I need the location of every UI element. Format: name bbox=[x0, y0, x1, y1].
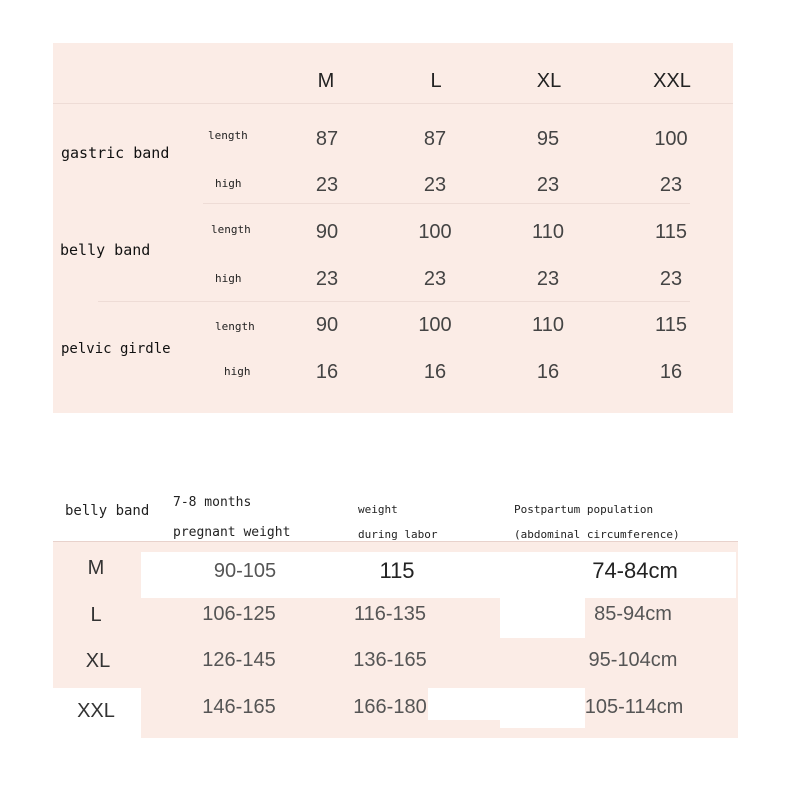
table-cell: 23 bbox=[315, 268, 339, 290]
table-cell: 115 bbox=[655, 314, 687, 336]
table-cell: 136-165 bbox=[353, 649, 427, 671]
row-label-length: length bbox=[211, 223, 251, 236]
row-label-high: high bbox=[215, 272, 242, 285]
size-label-m: M bbox=[87, 557, 105, 579]
table-cell: 16 bbox=[315, 361, 339, 383]
table-cell: 90 bbox=[315, 314, 339, 336]
table-cell: 23 bbox=[423, 268, 447, 290]
header-size-l: L bbox=[430, 70, 442, 92]
row-label-high: high bbox=[215, 177, 242, 190]
cell-background bbox=[428, 688, 503, 720]
table-cell: 166-180 bbox=[353, 696, 427, 718]
table-cell: 95 bbox=[536, 128, 560, 150]
header-divider bbox=[53, 541, 738, 542]
row-label-length: length bbox=[208, 129, 248, 142]
col-header-postpartum-line1: Postpartum population bbox=[514, 503, 654, 516]
table-cell: 85-94cm bbox=[594, 603, 672, 625]
table-cell: 146-165 bbox=[202, 696, 276, 718]
table-cell: 106-125 bbox=[202, 603, 276, 625]
col-header-postpartum-line2: (abdominal circumference) bbox=[514, 528, 680, 541]
table-cell: 110 bbox=[532, 314, 564, 336]
header-divider bbox=[53, 103, 733, 104]
col-header-pregnant-line1: 7-8 months bbox=[173, 495, 252, 510]
row-label-length: length bbox=[215, 320, 255, 333]
group-divider bbox=[203, 203, 690, 204]
table-cell: 87 bbox=[423, 128, 447, 150]
table-cell: 23 bbox=[315, 174, 339, 196]
table-cell: 74-84cm bbox=[592, 558, 678, 583]
table-cell: 115 bbox=[655, 221, 687, 243]
table-cell: 126-145 bbox=[202, 649, 276, 671]
size-table-bands bbox=[53, 43, 733, 413]
col-header-pregnant-line2: pregnant weight bbox=[173, 525, 291, 540]
group-label-belly-band: belly band bbox=[60, 241, 151, 259]
header-size-xl: XL bbox=[536, 70, 562, 92]
group-label-gastric-band: gastric band bbox=[61, 144, 170, 162]
group-label-pelvic-girdle: pelvic girdle bbox=[61, 341, 171, 357]
table-cell: 16 bbox=[536, 361, 560, 383]
table-cell: 16 bbox=[423, 361, 447, 383]
table-cell: 116-135 bbox=[354, 603, 426, 625]
table-cell: 87 bbox=[315, 128, 339, 150]
col-header-labor-line1: weight bbox=[358, 503, 398, 516]
size-label-xl: XL bbox=[85, 650, 111, 672]
size-label-xxl: XXL bbox=[77, 700, 115, 722]
col-header-labor-line2: during labor bbox=[358, 528, 438, 541]
table-cell: 23 bbox=[659, 268, 683, 290]
header-size-m: M bbox=[317, 70, 335, 92]
table-cell: 100 bbox=[418, 221, 452, 243]
table-cell: 100 bbox=[418, 314, 452, 336]
table-cell: 105-114cm bbox=[584, 696, 684, 718]
cell-background bbox=[500, 688, 585, 728]
table-cell: 90-105 bbox=[213, 560, 277, 582]
table-cell: 90 bbox=[315, 221, 339, 243]
cell-background bbox=[500, 598, 585, 638]
header-size-xxl: XXL bbox=[653, 70, 691, 92]
table-cell: 23 bbox=[536, 268, 560, 290]
table-cell: 23 bbox=[423, 174, 447, 196]
table-cell: 110 bbox=[532, 221, 564, 243]
row-label-high: high bbox=[224, 365, 251, 378]
table-title: belly band bbox=[65, 503, 150, 519]
table-cell: 23 bbox=[659, 174, 683, 196]
table-cell: 95-104cm bbox=[588, 649, 678, 671]
table-cell: 16 bbox=[659, 361, 683, 383]
table-cell: 100 bbox=[654, 128, 688, 150]
size-label-l: L bbox=[90, 604, 102, 626]
size-table-belly-band bbox=[53, 488, 738, 738]
table-cell: 115 bbox=[379, 558, 415, 583]
table-cell: 23 bbox=[536, 174, 560, 196]
group-divider bbox=[98, 301, 690, 302]
